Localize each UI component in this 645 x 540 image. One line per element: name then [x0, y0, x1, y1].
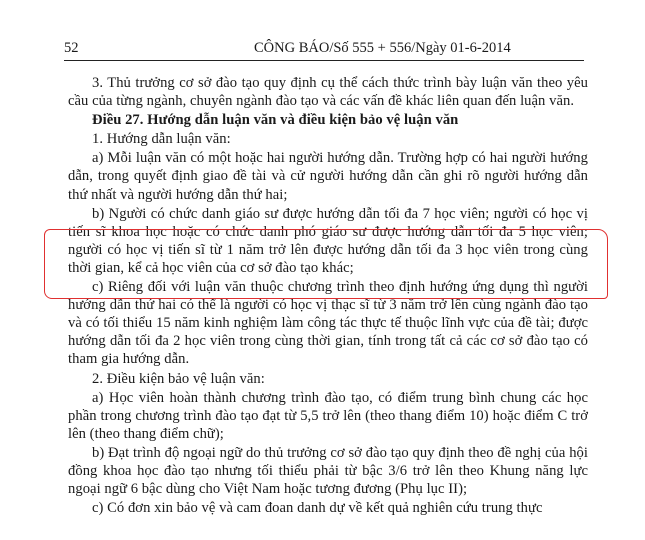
page-header — [64, 38, 584, 61]
page-number: 52 — [64, 40, 79, 56]
paragraph-2b: b) Đạt trình độ ngoại ngữ do thủ trưởng cơ sở đào tạo quy định theo đề nghị của hội đồng khoa học đào tạo nhưng tối thiểu phải từ bậc 3/6 trở lên theo Khung năng lực ngoại ngữ 6 bậc dùng cho Việt Nam hoặc tương đương (Phụ lục II); — [68, 444, 588, 498]
gazette-title: CÔNG BÁO/Số 555 + 556/Ngày 01-6-2014 — [254, 40, 511, 56]
section-2-title: 2. Điều kiện bảo vệ luận văn: — [92, 370, 265, 387]
section-1-title: 1. Hướng dẫn luận văn: — [92, 131, 231, 148]
paragraph-item-3: 3. Thủ trưởng cơ sở đào tạo quy định cụ thể cách thức trình bày luận văn theo yêu cầu của từng ngành, chuyên ngành đào tạo và các vấn đề khác liên quan đến luận văn. — [68, 75, 588, 110]
document-body — [68, 74, 588, 517]
paragraph-1c: c) Riêng đối với luận văn thuộc chương trình theo định hướng ứng dụng thì người hướng dẫn thứ hai có thể là người có học vị thạc sĩ từ 3 năm trở lên cùng ngành đào tạo và có tối thiểu 15 năm kinh nghiệm làm công tác thực tế thuộc lĩnh vực của đề tài; được hướng dẫn tối đa 2 học viên trong cùng thời gian, tính trong tất cả các cơ sở đào tạo có tham gia hướng dẫn. — [68, 279, 588, 368]
paragraph-2c: c) Có đơn xin bảo vệ và cam đoan danh dự về kết quả nghiên cứu trung thực — [92, 500, 543, 517]
article-27-heading: Điều 27. Hướng dẫn luận văn và điều kiện bảo vệ luận văn — [92, 112, 459, 129]
paragraph-2a: a) Học viên hoàn thành chương trình đào tạo, có điểm trung bình chung các học phần trong chương trình đào tạo đạt từ 5,5 trở lên (theo thang điểm 10) hoặc điểm C trở lên (theo thang điểm chữ); — [68, 389, 588, 442]
paragraph-1b: b) Người có chức danh giáo sư được hướng dẫn tối đa 7 học viên; người có học vị tiến sĩ khoa học hoặc có chức danh phó giáo sư được hướng dẫn tối đa 5 học viên; người có học vị tiến sĩ từ 1 năm trở lên được hướng dẫn tối đa 3 học viên trong cùng thời gian, kể cả học viên của cơ sở đào tạo khác; — [68, 205, 588, 276]
paragraph-1a: a) Mỗi luận văn có một hoặc hai người hướng dẫn. Trường hợp có hai người hướng dẫn, trong quyết định giao đề tài và cử người hướng dẫn cần ghi rõ người hướng dẫn thứ nhất và người hướng dẫn thứ hai; — [68, 150, 588, 203]
